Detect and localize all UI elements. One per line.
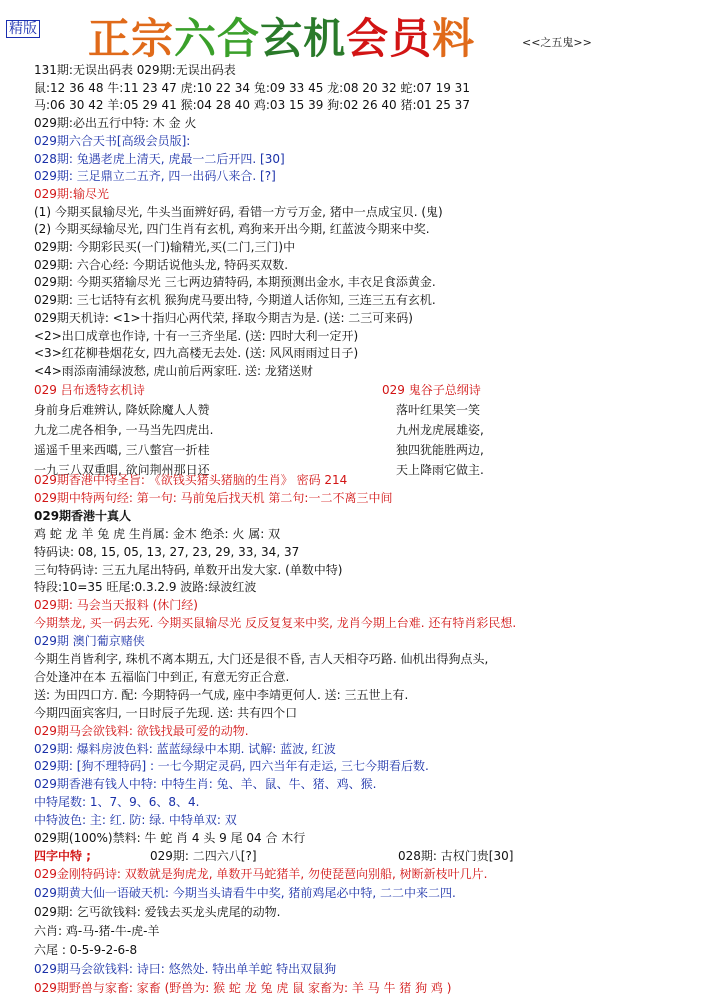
text-line: 三句特码诗: 三五九尾出特码, 单数开出发大家. (单数中特) xyxy=(34,562,343,577)
text-line: 029期 澳门葡京赌侠 xyxy=(34,634,145,649)
text-line: 028期: 兔遇老虎上清天, 虎最一二后开四. [30] xyxy=(34,151,285,166)
text-line: 029期马会欲钱料: 欲钱找最可爱的动物. xyxy=(34,723,249,738)
text-line: 029期: 乞丐欲钱料: 爱钱去买龙头虎尾的动物. xyxy=(34,905,281,919)
text-line: 鸡 蛇 龙 羊 兔 虎 生肖属: 金木 绝杀: 火 属: 双 xyxy=(34,526,281,541)
text-line: 今期生肖皆利字, 珠机不离本期五, 大门还是很不昏, 吉人天相夺巧路. 仙机出得狗点头, xyxy=(34,652,489,666)
title-char: 正 xyxy=(88,14,132,63)
text-line: (1) 今期买鼠输尽光, 牛头当面辨好码, 看错一方亏万金, 猪中一点成宝贝. (鬼) xyxy=(34,204,443,219)
title-char: 料 xyxy=(432,14,476,63)
poem-left-line: 一九三八双重唱, 欲问荆州那日还 xyxy=(34,463,210,477)
poem-left-line: 遥遥千里来西噶, 三八螫宫一折桂 xyxy=(34,443,210,457)
sizhong-028: 028期: 古权门贵[30] xyxy=(398,849,514,863)
text-line: 特段:10=35 旺尾:0.3.2.9 波路:绿波红波 xyxy=(34,580,257,595)
title-char: 玄 xyxy=(260,14,304,63)
poem-right-line: 落叶红果笑一笑 xyxy=(396,403,481,417)
sizhong-label: 四字中特 ; xyxy=(34,849,91,863)
text-line: 029期香港中特圣旨: 《欲钱买猪头猪脑的生肖》 密码 214 xyxy=(34,473,348,487)
text-line: 今期四面宾客归, 一日时辰子先现. 送: 共有四个口 xyxy=(34,705,298,720)
text-line: 029期(100%)禁料: 牛 蛇 肖 4 头 9 尾 04 合 木行 xyxy=(34,831,306,845)
title-char: 机 xyxy=(303,14,347,63)
page-title xyxy=(88,6,508,66)
text-line: 029期: 三足鼎立二五齐, 四一出码八来合. [?] xyxy=(34,169,276,184)
text-line: <3>红花柳巷烟花女, 四九高楼无去处. (送: 风风雨雨过日子) xyxy=(34,346,359,361)
text-line: 029期天机诗: <1>十指归心两代荣, 择取今期吉为是. (送: 二三可来码) xyxy=(34,310,413,325)
text-line: 029期: [狗不理特码] : 一七今期定灵码, 四六当年有走运, 三七今期看后数. xyxy=(34,759,429,774)
text-line: 中特尾数: 1、7、9、6、8、4. xyxy=(34,795,200,810)
title-char: 宗 xyxy=(131,14,175,63)
text-line: 029期野兽与家畜: 家畜 (野兽为: 猴 蛇 龙 兔 虎 鼠 家畜为: 羊 马 牛 猪 狗 鸡 ) xyxy=(34,981,452,995)
text-line: 029期马会欲钱料: 诗曰: 悠然处. 特出单羊蛇 特出双鼠狗 xyxy=(34,962,337,976)
sizhong-029: 029期: 二四六八[?] xyxy=(150,849,257,863)
text-line: 029期: 今期买猪输尽光 三七两边猜特码, 本期预测出金水, 丰衣足食添黄金. xyxy=(34,275,436,290)
poem-right-line: 独四犹能胜两边, xyxy=(396,443,484,457)
text-line: 029期香港有钱人中特: 中特生肖: 兔、羊、鼠、牛、猪、鸡、猴. xyxy=(34,777,377,792)
poem-left-title: 029 吕布透特玄机诗 xyxy=(34,383,145,397)
text-line: 131期:无误出码表 029期:无误出码表 xyxy=(34,63,236,77)
text-line: 029期: 今期彩民买(一门)输精光,买(二门,三门)中 xyxy=(34,240,296,254)
text-line: 029期: 三七话特有玄机 猴狗虎马要出特, 今期道人话你知, 三连三五有玄机. xyxy=(34,293,436,308)
poem-right-title: 029 鬼谷子总纲诗 xyxy=(382,383,481,397)
title-char: 会 xyxy=(346,14,390,63)
text-line: 今期禁龙, 买一码去死. 今期买鼠输尽光 反反复复来中奖, 龙肖今期上台难. 还有特肖彩民想. xyxy=(34,616,517,631)
poem-right-line: 九州龙虎展雄姿, xyxy=(396,423,484,437)
text-line: 029期: 马会当天报料 (休门经) xyxy=(34,598,198,613)
text-line: (2) 今期买绿输尽光, 四门生肖有玄机, 鸡狗来开出今期, 红蓝波今期来中奖. xyxy=(34,222,430,237)
edition-badge: 精版 xyxy=(6,20,40,38)
text-line: 029期香港十真人 xyxy=(34,508,132,523)
text-line: 六肖: 鸡-马-猪-牛-虎-羊 xyxy=(34,924,160,938)
text-line: <4>雨添南浦绿波愁, 虎山前后两家旺. 送: 龙猪送财 xyxy=(34,363,313,378)
subtitle: <<之五鬼>> xyxy=(522,36,592,49)
text-line: 029期:输尽光 xyxy=(34,186,109,201)
text-line: 029金刚特码诗: 双数就是狗虎龙, 单数开马蛇猪羊, 勿使琵琶向别船, 树断新枝叶几片. xyxy=(34,867,488,881)
title-char: 六 xyxy=(174,14,218,63)
text-line: 029期:必出五行中特: 木 金 火 xyxy=(34,116,197,131)
text-line: 鼠:12 36 48 牛:11 23 47 虎:10 22 34 兔:09 33 45 龙:08 20 32 蛇:07 19 31 xyxy=(34,80,470,95)
text-line: 029期中特两句经: 第一句: 马前兔后找天机 第二句:一二不离三中间 xyxy=(34,490,393,505)
text-line: <2>出口成章也作诗, 十有一三齐坐尾. (送: 四时大利一定开) xyxy=(34,328,359,343)
text-line: 送: 为田四口方. 配: 今期特码一气成, 座中李靖更何人. 送: 三五世上有. xyxy=(34,687,409,702)
text-line: 特码诀: 08, 15, 05, 13, 27, 23, 29, 33, 34, 37 xyxy=(34,544,300,559)
text-line: 中特波色: 主: 红. 防: 绿. 中特单双: 双 xyxy=(34,813,237,828)
text-line: 029期黄大仙一语破天机: 今期当头请看牛中奖, 猪前鸡尾必中特, 二二中来二四. xyxy=(34,886,456,900)
text-line: 029期: 爆料房波色料: 蓝蓝绿绿中本期. 试解: 蓝波, 红波 xyxy=(34,741,336,756)
text-line: 马:06 30 42 羊:05 29 41 猴:04 28 40 鸡:03 15 39 狗:02 26 40 猪:01 25 37 xyxy=(34,98,470,113)
text-line: 029期六合天书[高级会员版]: xyxy=(34,133,191,148)
text-line: 029期: 六合心经: 今期话说他头龙, 特码买双数. xyxy=(34,257,289,272)
text-line: 合处逢冲在本 五福临门中到正, 有意无穷正合意. xyxy=(34,669,290,684)
poem-left-line: 九龙二虎各相争, 一马当先四虎出. xyxy=(34,423,214,437)
title-char: 合 xyxy=(217,14,261,63)
title-char: 员 xyxy=(389,14,433,63)
text-line: 六尾 : 0-5-9-2-6-8 xyxy=(34,943,138,957)
poem-left-line: 身前身后难辨认, 降妖除魔人人赞 xyxy=(34,403,210,417)
poem-right-line: 天上降雨它做主. xyxy=(396,463,484,477)
